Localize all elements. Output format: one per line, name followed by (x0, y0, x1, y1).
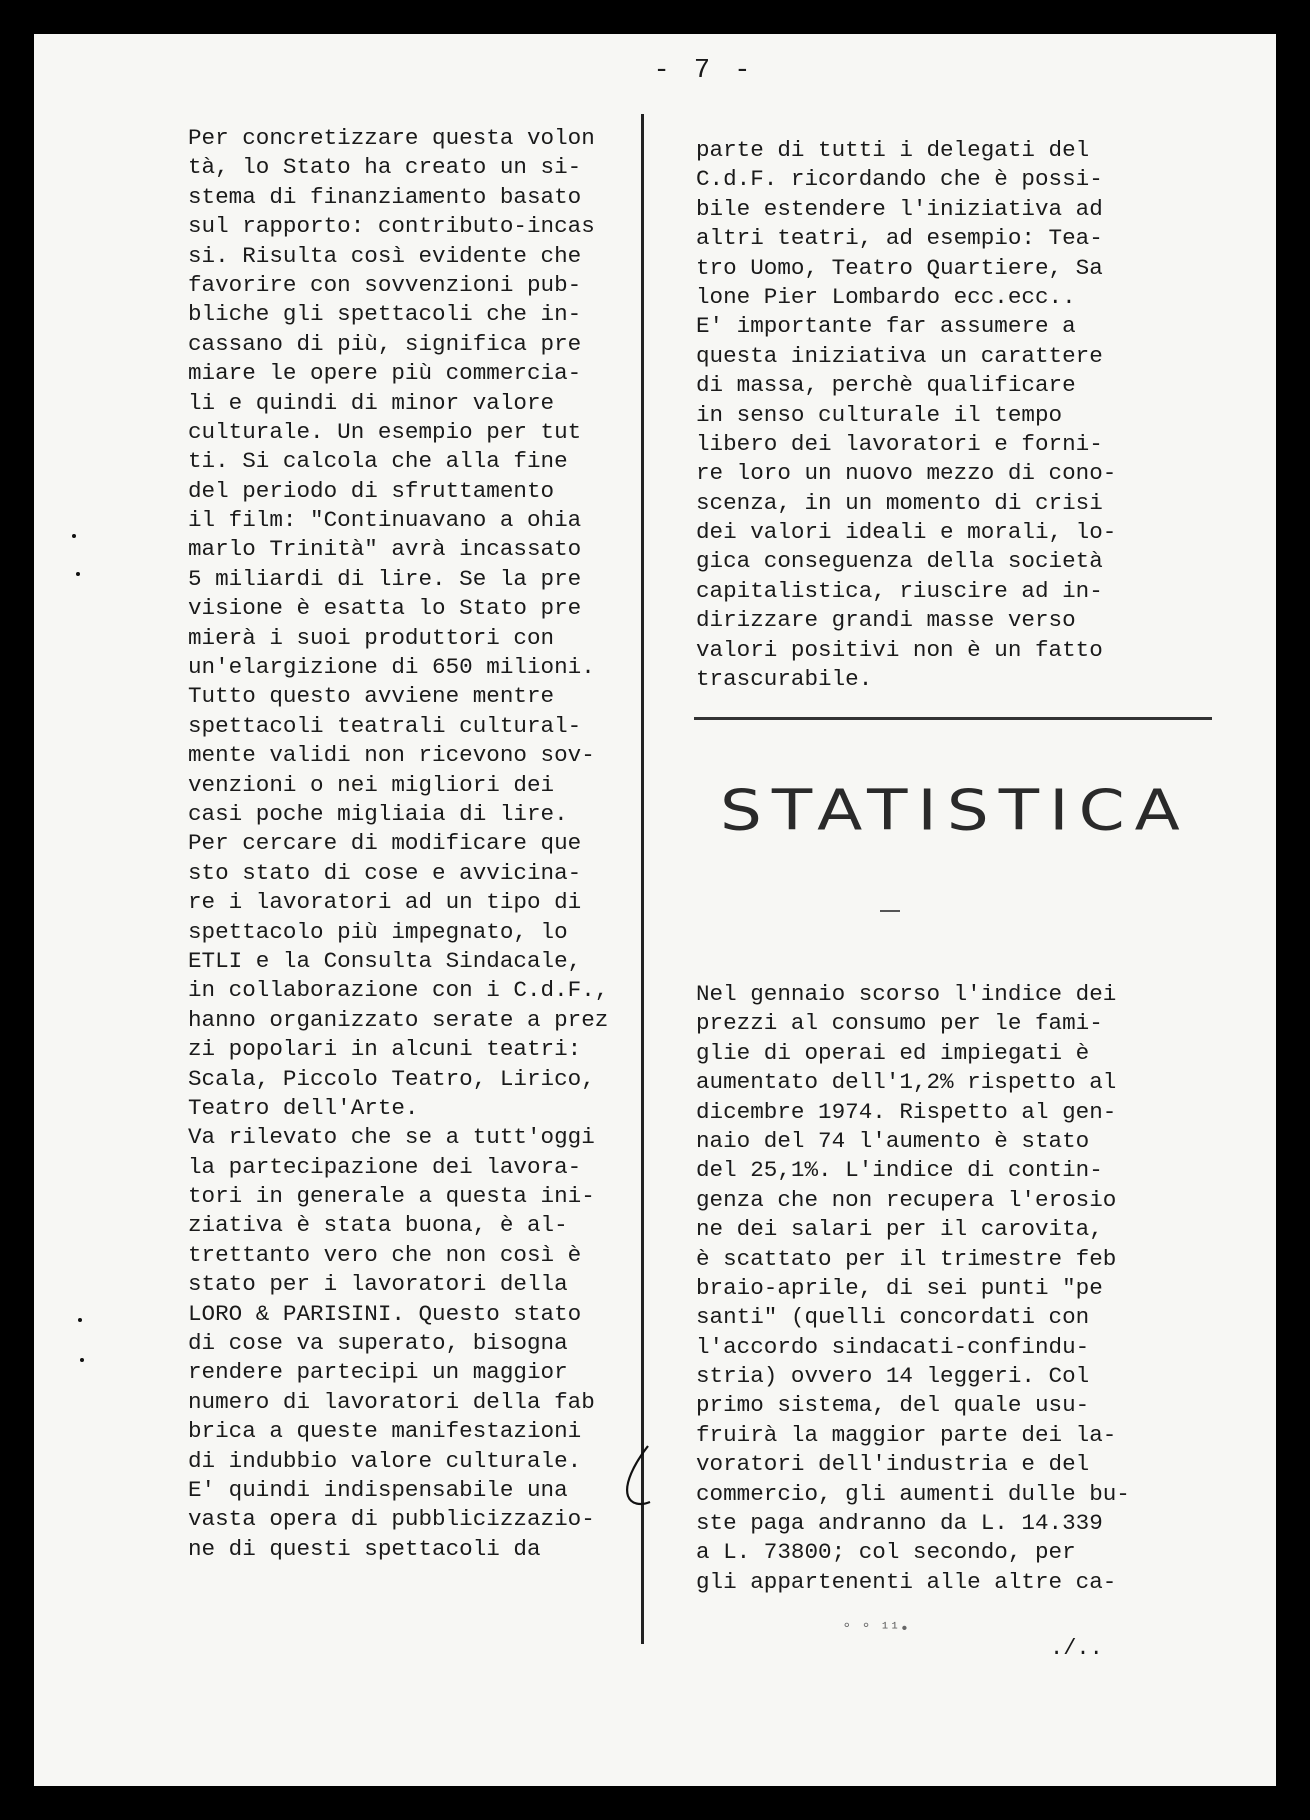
text-line: primo sistema, del quale usu- (696, 1392, 1090, 1419)
text-line: ETLI e la Consulta Sindacale, (188, 947, 582, 974)
text-line: aumentato dell'1,2% rispetto al (696, 1069, 1117, 1096)
text-line: ne dei salari per il carovita, (696, 1216, 1103, 1243)
text-line: glie di operai ed impiegati è (696, 1039, 1090, 1066)
text-line: 5 miliardi di lire. Se la pre (188, 565, 582, 592)
text-line: dirizzare grandi masse verso (696, 607, 1076, 634)
text-line: questa iniziativa un carattere (696, 342, 1103, 369)
text-line: visione è esatta lo Stato pre (188, 595, 582, 622)
text-line: numero di lavoratori della fab (188, 1388, 595, 1415)
text-line: spettacolo più impegnato, lo (188, 918, 568, 945)
text-line: casi poche migliaia di lire. (188, 800, 568, 827)
text-line: dei valori ideali e morali, lo- (696, 519, 1117, 546)
text-line: spettacoli teatrali cultural- (188, 712, 582, 739)
text-line: del periodo di sfruttamento (188, 477, 555, 504)
margin-dot (78, 1318, 82, 1322)
text-line: ste paga andranno da L. 14.339 (696, 1510, 1103, 1537)
text-line: gica conseguenza della società (696, 548, 1103, 575)
text-line: ziativa è stata buona, è al- (188, 1212, 568, 1239)
text-line: prezzi al consumo per le fami- (696, 1010, 1103, 1037)
text-line: santi" (quelli concordati con (696, 1304, 1090, 1331)
section-divider (694, 717, 1212, 720)
text-line: tori in generale a questa ini- (188, 1183, 595, 1210)
text-line: Va rilevato che se a tutt'oggi (188, 1124, 595, 1151)
left-text-column (188, 124, 608, 1564)
right-text-column-bottom (696, 980, 1130, 1597)
text-line: lone Pier Lombardo ecc.ecc.. (696, 283, 1076, 310)
heading-underline-dash (880, 910, 900, 912)
text-line: dicembre 1974. Rispetto al gen- (696, 1098, 1117, 1125)
text-line: bile estendere l'iniziativa ad (696, 195, 1103, 222)
text-line: naio del 74 l'aumento è stato (696, 1127, 1090, 1154)
continuation-mark: ./.. (1050, 1636, 1103, 1661)
text-line: l'accordo sindacati-confindu- (696, 1333, 1090, 1360)
pen-mark-icon (622, 1444, 652, 1510)
text-line: E' importante far assumere a (696, 313, 1076, 340)
text-line: trettanto vero che non così è (188, 1241, 582, 1268)
text-line: sul rapporto: contributo-incas (188, 213, 595, 240)
text-line: li e quindi di minor valore (188, 389, 555, 416)
text-line: Nel gennaio scorso l'indice dei (696, 981, 1117, 1007)
text-line: ti. Si calcola che alla fine (188, 448, 568, 475)
text-line: voratori dell'industria e del (696, 1451, 1090, 1478)
text-line: a L. 73800; col secondo, per (696, 1539, 1076, 1566)
text-line: LORO & PARISINI. Questo stato (188, 1300, 582, 1327)
text-line: Tutto questo avviene mentre (188, 683, 555, 710)
text-line: rendere partecipi un maggior (188, 1359, 568, 1386)
text-line: trascurabile. (696, 666, 873, 693)
text-line: hanno organizzato serate a prez (188, 1006, 609, 1033)
text-line: si. Risulta così evidente che (188, 242, 582, 269)
text-line: ne di questi spettacoli da (188, 1535, 541, 1562)
text-line: stria) ovvero 14 leggeri. Col (696, 1363, 1090, 1390)
text-line: Scala, Piccolo Teatro, Lirico, (188, 1065, 595, 1092)
text-line: miare le opere più commercia- (188, 360, 582, 387)
text-line: C.d.F. ricordando che è possi- (696, 166, 1103, 193)
text-line: tro Uomo, Teatro Quartiere, Sa (696, 254, 1103, 281)
text-line: marlo Trinità" avrà incassato (188, 536, 582, 563)
text-line: fruirà la maggior parte dei la- (696, 1421, 1117, 1448)
text-line: di indubbio valore culturale. (188, 1447, 582, 1474)
text-line: il film: "Continuavano a ohia (188, 507, 582, 534)
text-line: cassano di più, significa pre (188, 330, 582, 357)
text-line: è scattato per il trimestre feb (696, 1245, 1117, 1272)
text-line: re i lavoratori ad un tipo di (188, 889, 582, 916)
text-line: in senso culturale il tempo (696, 401, 1063, 428)
section-heading: STATISTICA (720, 777, 1190, 844)
text-line: in collaborazione con i C.d.F., (188, 977, 609, 1004)
text-line: Per cercare di modificare que (188, 830, 582, 857)
text-line: culturale. Un esempio per tut (188, 418, 582, 445)
text-line: brica a queste manifestazioni (188, 1418, 582, 1445)
margin-dot (76, 572, 80, 576)
text-line: Teatro dell'Arte. (188, 1094, 419, 1121)
text-line: braio-aprile, di sei punti "pe (696, 1274, 1103, 1301)
text-line: re loro un nuovo mezzo di cono- (696, 460, 1117, 487)
text-line: commercio, gli aumenti dulle bu- (696, 1480, 1130, 1507)
text-line: di cose va superato, bisogna (188, 1330, 568, 1357)
text-line: altri teatri, ad esempio: Tea- (696, 225, 1103, 252)
text-line: libero dei lavoratori e forni- (696, 430, 1103, 457)
margin-dot (80, 1358, 84, 1362)
right-text-column-top (696, 136, 1116, 694)
column-divider (641, 114, 644, 1644)
text-line: di massa, perchè qualificare (696, 372, 1076, 399)
text-line: genza che non recupera l'erosio (696, 1186, 1117, 1213)
text-line: vasta opera di pubblicizzazio- (188, 1506, 595, 1533)
text-line: sto stato di cose e avvicina- (188, 859, 582, 886)
text-line: zi popolari in alcuni teatri: (188, 1036, 582, 1063)
text-line: la partecipazione dei lavora- (188, 1153, 582, 1180)
text-line: capitalistica, riuscire ad in- (696, 577, 1103, 604)
text-line: favorire con sovvenzioni pub- (188, 271, 582, 298)
text-line: E' quindi indispensabile una (188, 1476, 568, 1503)
text-line: bliche gli spettacoli che in- (188, 301, 582, 328)
text-line: scenza, in un momento di crisi (696, 489, 1103, 516)
text-line: Per concretizzare questa volon (188, 125, 595, 151)
text-line: parte di tutti i delegati del (696, 137, 1090, 163)
document-page (34, 34, 1276, 1786)
text-line: mente validi non ricevono sov- (188, 742, 595, 769)
text-line: venzioni o nei migliori dei (188, 771, 555, 798)
text-line: stema di finanziamento basato (188, 183, 582, 210)
text-line: tà, lo Stato ha creato un si- (188, 154, 582, 181)
stray-marks: ° ° ¹¹• (842, 1620, 910, 1638)
text-line: del 25,1%. L'indice di contin- (696, 1157, 1103, 1184)
text-line: mierà i suoi produttori con (188, 624, 555, 651)
text-line: valori positivi non è un fatto (696, 636, 1103, 663)
text-line: stato per i lavoratori della (188, 1271, 568, 1298)
margin-dot (72, 534, 76, 538)
page-number: - 7 - (653, 56, 755, 86)
text-line: un'elargizione di 650 milioni. (188, 654, 595, 681)
text-line: gli appartenenti alle altre ca- (696, 1568, 1117, 1595)
